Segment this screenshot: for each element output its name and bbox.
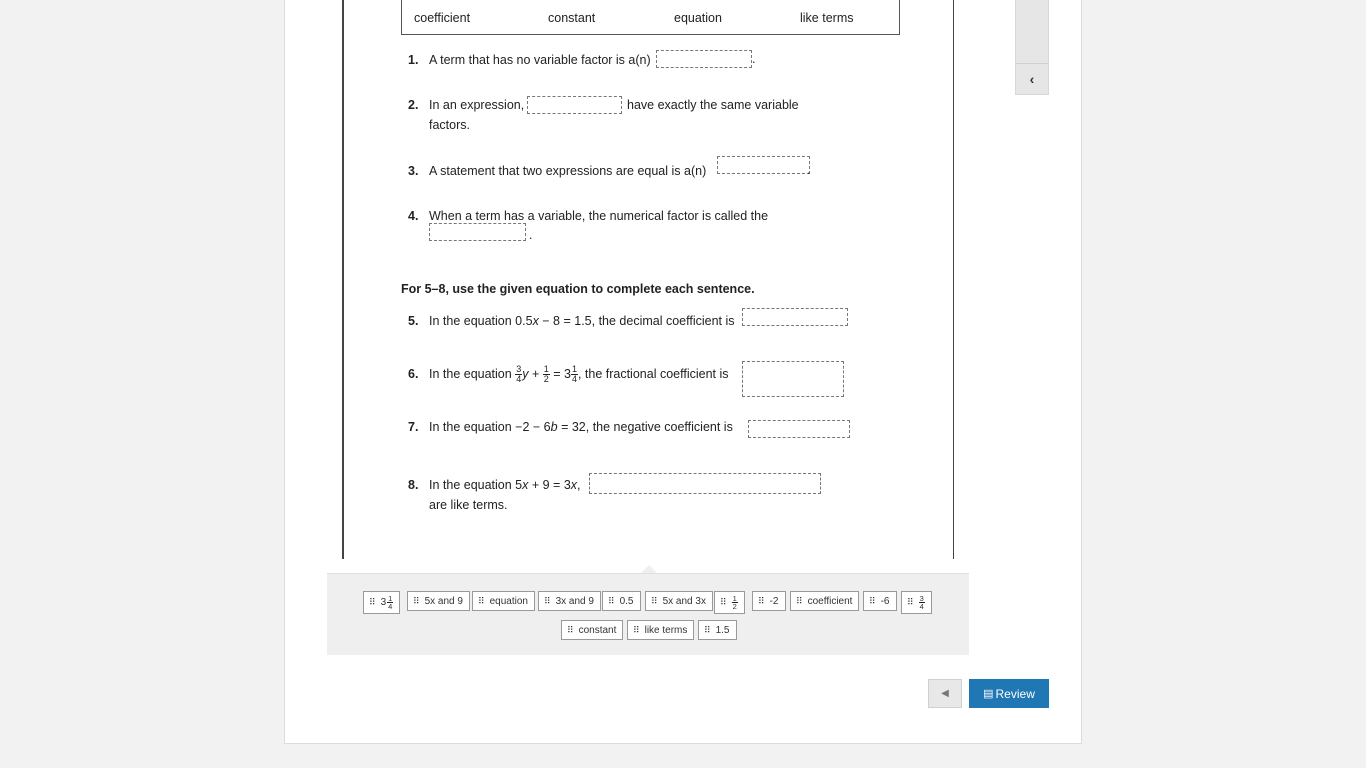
caret-left-icon: ◀ [941, 688, 949, 699]
question-number: 3. [408, 164, 419, 178]
drag-grip-icon: ⠿ [720, 597, 726, 607]
question-number: 6. [408, 367, 419, 381]
period: . [529, 228, 533, 242]
question-text [429, 475, 581, 495]
review-label: Review [995, 686, 1035, 701]
tray-pointer [641, 565, 657, 573]
word-bank [401, 0, 900, 35]
q6-plus: + [528, 367, 543, 381]
worksheet-image [342, 0, 954, 559]
q8-var1: x [522, 478, 529, 492]
drop-zone-6[interactable] [742, 361, 844, 397]
q6-var: y [522, 367, 529, 381]
answer-chip-3x-and-9[interactable]: ⠿ 3x and 9 [538, 591, 601, 611]
q5-prefix: In the equation 0.5 [429, 314, 533, 328]
drop-zone-7[interactable] [748, 420, 850, 438]
period: . [807, 163, 811, 177]
question-number: 5. [408, 314, 419, 328]
list-icon: ▤ [983, 688, 994, 700]
q5-suffix: − 8 = 1.5, the decimal coefficient is [538, 314, 735, 328]
question-number: 2. [408, 98, 419, 112]
drag-grip-icon: ⠿ [369, 597, 375, 607]
side-panel [1015, 0, 1049, 95]
review-button[interactable] [969, 679, 1049, 708]
drag-grip-icon: ⠿ [796, 595, 802, 606]
answer-chip-equation[interactable]: ⠿ equation [472, 591, 535, 611]
question-text [429, 364, 729, 384]
answer-chip-constant[interactable]: ⠿ constant [561, 620, 623, 640]
word-bank-coefficient: coefficient [414, 11, 471, 25]
answer-chip-neg-2[interactable]: ⠿ -2 [752, 591, 786, 611]
period: . [752, 52, 756, 66]
answer-tray [327, 573, 969, 655]
q8-prefix: In the equation 5 [429, 478, 523, 492]
q5-var: x [532, 314, 539, 328]
question-text-b: have exactly the same variable [627, 98, 799, 112]
q8-comma: , [577, 478, 581, 492]
word-bank-like-terms: like terms [800, 11, 854, 25]
q7-var: b [550, 420, 558, 434]
drag-grip-icon: ⠿ [651, 595, 657, 606]
question-text [429, 311, 735, 331]
q7-prefix: In the equation −2 − 6 [429, 420, 551, 434]
question-text-a: In an expression, [429, 98, 525, 112]
question-text [429, 417, 733, 437]
question-text: A statement that two expressions are equal is a(n) [429, 164, 707, 178]
answer-chip-3-4[interactable]: ⠿ $\frac{3}{4}$ [901, 591, 932, 614]
q6-prefix: In the equation [429, 367, 512, 381]
question-number: 4. [408, 209, 419, 223]
drop-zone-1[interactable] [656, 50, 752, 68]
answer-chip-0-5[interactable]: ⠿ 0.5 [602, 591, 641, 611]
question-text: When a term has a variable, the numerical factor is called the [429, 209, 769, 223]
drag-grip-icon: ⠿ [413, 595, 419, 606]
q6-eq: = 3 [549, 367, 571, 381]
drop-zone-2[interactable] [527, 96, 622, 114]
drag-grip-icon: ⠿ [869, 595, 875, 606]
drag-grip-icon: ⠿ [608, 595, 614, 606]
answer-chip-coefficient[interactable]: ⠿ coefficient [790, 591, 859, 611]
drop-zone-3[interactable] [717, 156, 810, 174]
previous-button[interactable] [928, 679, 962, 708]
answer-chip-1-2[interactable]: ⠿ $\frac{1}{2}$ [714, 591, 745, 614]
drop-zone-8[interactable] [589, 473, 821, 494]
word-bank-constant: constant [548, 11, 596, 25]
q6-suffix: , the fractional coefficient is [577, 367, 729, 381]
answer-chip-3-1-4[interactable]: ⠿ 3 $\frac{1}{4}$ [363, 591, 400, 614]
drag-grip-icon: ⠿ [633, 624, 639, 635]
drop-zone-4[interactable] [429, 223, 526, 241]
drag-grip-icon: ⠿ [907, 597, 913, 607]
fraction-three-quarters: $\frac{3}{4}$ [516, 364, 522, 385]
question-text: A term that has no variable factor is a(n) [429, 53, 651, 67]
question-number: 1. [408, 53, 419, 67]
question-number: 7. [408, 420, 419, 434]
q8-mid: + 9 = 3 [528, 478, 571, 492]
word-bank-equation: equation [674, 11, 722, 25]
question-number: 8. [408, 478, 419, 492]
drop-zone-5[interactable] [742, 308, 848, 326]
drag-grip-icon: ⠿ [758, 595, 764, 606]
answer-chip-5x-and-3x[interactable]: ⠿ 5x and 3x [645, 591, 713, 611]
fraction-one-half: $\frac{1}{2}$ [543, 364, 549, 385]
answer-chip-like-terms[interactable]: ⠿ like terms [627, 620, 694, 640]
q8-var2: x [570, 478, 578, 492]
question-text-line2: are like terms. [429, 498, 508, 512]
answer-chip-5x-and-9[interactable]: ⠿ 5x and 9 [407, 591, 470, 611]
answer-chip-neg-6[interactable]: ⠿ -6 [863, 591, 897, 611]
answer-chip-1-5[interactable]: ⠿ 1.5 [698, 620, 737, 640]
section-instruction: For 5–8, use the given equation to complete each sentence. [401, 282, 755, 296]
chevron-left-icon[interactable]: ‹ [1016, 63, 1048, 94]
q7-suffix: = 32, the negative coefficient is [557, 420, 733, 434]
drag-grip-icon: ⠿ [478, 595, 484, 606]
drag-grip-icon: ⠿ [704, 624, 710, 635]
drag-grip-icon: ⠿ [544, 595, 550, 606]
question-text-c: factors. [429, 118, 470, 132]
drag-grip-icon: ⠿ [567, 624, 573, 635]
fraction-one-quarter: $\frac{1}{4}$ [571, 364, 577, 385]
